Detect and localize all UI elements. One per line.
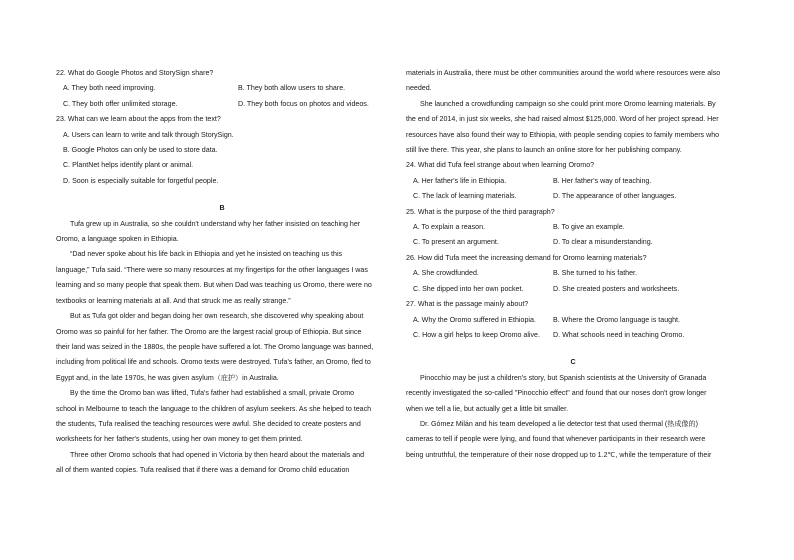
q22-option-c: C. They both offer unlimited storage. xyxy=(63,99,178,108)
question-25-options-row1 xyxy=(406,220,740,235)
q27-option-b: B. Where the Oromo language is taught. xyxy=(553,315,680,324)
passage-line: Oromo was so painful for her father. The Oromo are the largest racial group of Ethiopia. But since xyxy=(56,327,362,336)
passage-line: still live there. This year, she plans to launch an online store for her publishing company. xyxy=(406,146,682,155)
passage-line: the end of 2014, in just six weeks, she had raised almost $125,000. Word of her project spread. Her xyxy=(406,115,719,124)
passage-line: recently investigated the so-called "Pinocchio effect" and found that our noses don't grow longer xyxy=(406,389,707,398)
question-24-stem: 24. What did Tufa feel strange about when learning Oromo? xyxy=(406,161,595,170)
q27-option-a: A. Why the Oromo suffered in Ethiopia. xyxy=(413,315,536,324)
q24-option-d: D. The appearance of other languages. xyxy=(553,192,677,201)
q23-option-a-text: A. Users can learn to write and talk through StorySign. xyxy=(63,130,234,139)
passage-line: cameras to tell if people were lying, and found that whenever participants in their research were xyxy=(406,435,706,444)
passage-line: learning and so many people that speak them. But when Dad was teaching us Oromo, there were no xyxy=(56,281,372,290)
question-27-stem: 27. What is the passage mainly about? xyxy=(406,300,529,309)
q27-option-c: C. How a girl helps to keep Oromo alive. xyxy=(413,330,540,339)
question-22-options-row1 xyxy=(56,81,388,96)
q25-option-b: B. To give an example. xyxy=(553,223,625,232)
q23-option-c-text: C. PlantNet helps identify plant or animal. xyxy=(63,161,194,170)
question-26-stem: 26. How did Tufa meet the increasing demand for Oromo learning materials? xyxy=(406,253,647,262)
passage-line: all of them wanted copies. Tufa realised that if there was a demand for Oromo child education xyxy=(56,466,350,475)
question-25-stem: 25. What is the purpose of the third paragraph? xyxy=(406,207,555,216)
question-26-options-row1 xyxy=(406,266,740,281)
passage-line: Egypt and, in the late 1970s, he was given asylum（庇护）in Australia. xyxy=(56,373,279,382)
passage-line: By the time the Oromo ban was lifted, Tufa's father had established a small, private Oromo xyxy=(70,389,355,398)
passage-line: But as Tufa got older and began doing her own research, she discovered why speaking about xyxy=(70,312,364,321)
passage-line: materials in Australia, there must be other communities around the world where resources were also xyxy=(406,69,721,77)
question-22-stem: 22. What do Google Photos and StorySign share? xyxy=(56,69,214,77)
q25-option-d: D. To clear a misunderstanding. xyxy=(553,238,653,247)
question-24-options-row2 xyxy=(406,189,740,204)
q22-option-a: A. They both need improving. xyxy=(63,84,156,93)
q22-option-b: B. They both allow users to share. xyxy=(238,84,346,93)
q26-option-c: C. She dipped into her own pocket. xyxy=(413,284,524,293)
q23-option-a xyxy=(56,128,388,143)
passage-line: their land was seized in the 1880s, the people have suffered a lot. The Oromo language was banned, xyxy=(56,342,374,351)
q24-option-b: B. Her father's way of teaching. xyxy=(553,176,652,185)
q23-option-b-text: B. Google Photos can only be used to store data. xyxy=(63,146,218,155)
passage-line: including from political life and schools. Oromo texts were destroyed. Tufa's father, an Oromo, fled to xyxy=(56,358,371,367)
passage-line: the students, Tufa realised the teaching resources were awful. She decided to create posters and xyxy=(56,419,361,428)
passage-line: “Dad never spoke about his life back in Ethiopia and yet he insisted on teaching us this xyxy=(70,250,343,259)
passage-line: when we tell a lie, but actually get a little bit smaller. xyxy=(406,404,569,413)
q26-option-d: D. She created posters and worksheets. xyxy=(553,284,680,293)
question-27-options-row2 xyxy=(406,328,740,343)
question-23-stem: 23. What can we learn about the apps from the text? xyxy=(56,115,221,124)
question-22-options-row2 xyxy=(56,97,388,112)
q25-option-a: A. To explain a reason. xyxy=(413,223,486,232)
passage-line: She launched a crowdfunding campaign so she could print more Oromo learning materials. By xyxy=(420,99,716,108)
q26-option-a: A. She crowdfunded. xyxy=(413,269,479,278)
section-b-title: B xyxy=(219,204,225,213)
section-c-title: C xyxy=(570,358,576,367)
passage-line: Pinocchio may be just a children's story, but Spanish scientists at the University of Granada xyxy=(420,373,707,382)
passage-line: school in Melbourne to teach the language to the children of asylum seekers. As she helped to teach xyxy=(56,404,372,413)
question-25-options-row2 xyxy=(406,235,740,250)
right-column xyxy=(406,66,740,463)
question-24-options-row1 xyxy=(406,174,740,189)
left-column xyxy=(56,66,388,479)
passage-line: resources have also found their way to Ethiopia, with people sending copies to family members who xyxy=(406,130,720,139)
passage-line: language,” Tufa said. “There were so many resources at my fingertips for the other languages I was xyxy=(56,265,368,274)
q24-option-a: A. Her father's life in Ethiopia. xyxy=(413,176,507,185)
question-27-options-row1 xyxy=(406,313,740,328)
q26-option-b: B. She turned to his father. xyxy=(553,269,637,278)
passage-line: needed. xyxy=(406,84,432,93)
q22-option-d: D. They both focus on photos and videos. xyxy=(238,99,369,108)
passage-line: Oromo, a language spoken in Ethiopia. xyxy=(56,235,179,244)
passage-line: worksheets for her father's students, using her own money to get them printed. xyxy=(56,435,303,444)
passage-line: Dr. Gómez Milán and his team developed a lie detector test that used thermal (热成像的) xyxy=(420,419,698,428)
passage-line: textbooks or learning materials at all. And that struck me as really strange.” xyxy=(56,296,291,305)
q24-option-c: C. The lack of learning materials. xyxy=(413,192,517,201)
passage-line: Three other Oromo schools that had opened in Victoria by then heard about the materials and xyxy=(70,450,365,459)
passage-line: being untruthful, the temperature of their nose dropped up to 1.2℃, while the temperature of their xyxy=(406,450,712,459)
q23-option-d-text: D. Soon is especially suitable for forgetful people. xyxy=(63,176,219,185)
q23-option-c xyxy=(56,158,388,173)
q27-option-d: D. What schools need in teaching Oromo. xyxy=(553,330,685,339)
q23-option-b xyxy=(56,143,388,158)
passage-line: Tufa grew up in Australia, so she couldn't understand why her father insisted on teaching her xyxy=(70,219,361,228)
q25-option-c: C. To present an argument. xyxy=(413,238,499,247)
question-26-options-row2 xyxy=(406,282,740,297)
q23-option-d xyxy=(56,174,388,189)
